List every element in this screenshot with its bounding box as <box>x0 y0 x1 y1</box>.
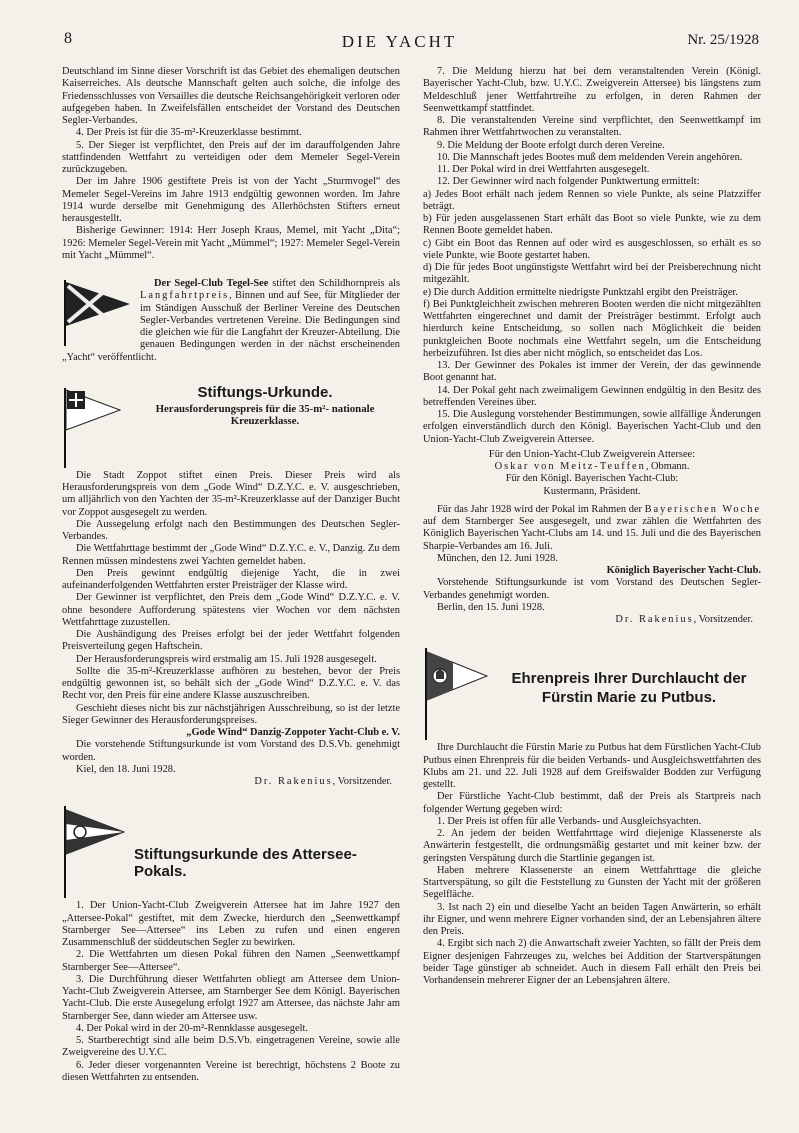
paragraph: 5. Startberechtigt sind alle beim D.S.Vb. eingetragenen Vereine, sowie alle Zweigvereine des U.Y.C. <box>62 1035 400 1059</box>
paragraph: Der Fürstliche Yacht-Club bestimmt, daß der Preis als Startpreis nach folgender Wertung gegeben wird: <box>423 791 761 815</box>
paragraph: 15. Die Auslegung vorstehender Bestimmungen, sowie allfällige Änderungen erfolgen einverständlich durch den Königl. Bayerischen Yacht-Club und den Union-Yacht-Club Zweigverein Attersee. <box>423 409 761 445</box>
section-title-line: Fürstin Marie zu Putbus. <box>541 689 717 707</box>
text: stiftet den Schildhornpreis als <box>268 278 400 289</box>
paragraph: Die Stadt Zoppot stiftet einen Preis. Dieser Preis wird als Herausforderungspreis von dem „Gode Wind“ D.Z.Y.C. e. V. ausgeschrieben, um alljährlich von den Yachten der 35-m²-Kreuzerklasse auf der Danziger Bucht vor Zoppot ausgesegelt zu werden. <box>62 469 400 518</box>
paragraph: Sollte die 35-m²-Kreuzerklasse aufhören zu bestehen, bevor der Preis endgültig gewonnen ist, so behält sich der „Gode Wind“ D.Z.Y.C. e. V. das Recht vor, den Preis für eine andere Klasse auszuschreiben. <box>62 665 400 702</box>
paragraph: Haben mehrere Klassenerste an einem Wettfahrttage die gleiche Startverspätung, so gilt die Feststellung zu Gunsten der Yacht mit der größeren Segelfläche. <box>423 864 761 901</box>
paragraph: 9. Die Meldung der Boote erfolgt durch deren Vereine. <box>437 139 665 151</box>
place-date: München, den 12. Juni 1928. <box>437 552 558 564</box>
list-item: f) Bei Punktgleichheit zwischen mehreren Booten werden die nicht mitgezählten Wettfahrten eingerechnet und damit der Preisträger bestimmt. Erfolgt auch hierdurch keine Entscheidung, so sollen nach Möglichkeit die beiden punktgleichen Boote nochmals eine Wettfahrt segeln, um die Entscheidung herbeizuführen. Ist dies aber nicht möglich, so entscheidet das Los. <box>423 298 761 359</box>
section-title: Stiftungsurkunde des Attersee-Pokals. <box>134 846 357 881</box>
paragraph: 1. Der Union-Yacht-Club Zweigverein Attersee hat im Jahre 1927 den „Attersee-Pokal“ gestiftet, mit dem Zwecke, hierdurch den „Seenwettkampf Starnberger See—Attersee“ ins Leben zu rufen und einen engeren Zusammenschluß der süddeutschen Segler zu bewirken. <box>62 900 400 948</box>
paragraph: Vorstehende Stiftungsurkunde ist vom Vorstand des Deutschen Segler-Verbandes genehmigt worden. <box>423 577 761 601</box>
club-signature: „Gode Wind“ Danzig-Zoppoter Yacht-Club e. V. <box>186 727 400 738</box>
putbus-section <box>423 646 761 987</box>
section-subtitle: Herausforderungspreis für die 35-m²- nationale Kreuzerklasse. <box>155 402 375 427</box>
section-title-line: Ehrenpreis Ihrer Durchlaucht der <box>511 670 747 688</box>
paragraph: Die Wettfahrttage bestimmt der „Gode Wind“ D.Z.Y.C. e. V., Danzig. Zu dem Rennen müssen mindestens zwei Yachten gemeldet haben. <box>62 543 400 567</box>
issue-number: Nr. 25/1928 <box>687 32 759 48</box>
paragraph: Die Aussegelung erfolgt nach den Bestimmungen des Deutschen Segler-Verbandes. <box>62 518 400 542</box>
prize-name: Langfahrtpreis <box>140 290 230 302</box>
right-column <box>423 66 761 987</box>
list-item: b) Für jeden ausgelassenen Start erhält das Boot so viele Punkte, wie zu dem Rennen Boote gemeldet haben. <box>423 213 761 237</box>
zoppot-section <box>62 384 400 789</box>
paragraph: Bisherige Gewinner: 1914: Herr Joseph Kraus, Memel, mit Yacht „Dita“; 1926: Memeler Segel-Verein mit Yacht „Mümmel“; 1927: Memeler Segel-Verein mit Yacht „Mümmel“. <box>62 225 400 261</box>
signature <box>423 461 761 473</box>
signature <box>423 614 761 626</box>
paragraph: Der Herausforderungspreis wird erstmalig am 15. Juli 1928 ausgesegelt. <box>76 653 377 665</box>
paragraph: Den Preis gewinnt endgültig diejenige Yacht, die in zwei aufeinanderfolgenden Wettfahrten erster Preisträger der Klasse wird. <box>62 567 400 591</box>
text: Für das Jahr 1928 wird der Pokal im Rahmen der <box>437 503 645 515</box>
gode-wind-burgee-icon <box>62 388 122 468</box>
list-item: a) Jedes Boot erhält nach jedem Rennen so viele Punkte, als seine Platzziffer beträgt. <box>423 188 761 212</box>
paragraph: 4. Der Pokal wird in der 20-m²-Rennklasse ausgesegelt. <box>76 1022 308 1034</box>
list-item: c) Gibt ein Boot das Rennen auf oder wird es ausgeschlossen, so erhält es so viele Punkte, wie Boote gestartet haben. <box>423 237 761 261</box>
signature-line: Für den Königl. Bayerischen Yacht-Club: <box>505 473 679 485</box>
list-item: d) Die für jedes Boot ungünstigste Wettfahrt wird bei der Preisberechnung nicht mitgezählt. <box>423 262 761 286</box>
event-name: Bayerischen Woche <box>644 503 762 515</box>
paragraph: Deutschland im Sinne dieser Vorschrift ist das Gebiet des ehemaligen deutschen Kaiserreiches. Als deutsche Mannschaft gelten auch solche, die infolge des Friedensschlusses von Versailles die deutsche Reichsangehörigkeit verloren oder aufgegeben haben. In Zweifelsfällen entscheidet der Vorstand des Deutschen Segler-Verbandes. <box>62 66 400 126</box>
club-name: Der Segel-Club Tegel-See <box>154 278 269 289</box>
page-header <box>0 0 799 56</box>
signature-role: , Vorsitzender. <box>693 614 753 625</box>
paragraph: 3. Ist nach 2) ein und dieselbe Yacht an beiden Tagen Anwärterin, so erhält ihr Eigner, und wenn mehrere Eigner vorhanden sind, der an Lebensjahren ältere den Preis. <box>423 901 761 937</box>
paragraph: 14. Der Pokal geht nach zweimaligem Gewinnen endgültig in den Besitz des betreffenden Vereines über. <box>423 384 761 408</box>
paragraph: Der im Jahre 1906 gestiftete Preis ist von der Yacht „Sturmvogel“ des Memeler Segel-Vereins im Jahre 1913 endgültig gewonnen worden. Im Jahre 1914 wurde derselbe mit Genehmigung des Allerhöchsten Stifters erneut herausgestellt. <box>62 176 400 224</box>
signature <box>62 776 400 788</box>
paragraph: 1. Der Preis ist offen für alle Verbands- und Ausgleichsyachten. <box>437 815 702 827</box>
page-number: 8 <box>64 30 72 47</box>
paragraph: 2. An jedem der beiden Wettfahrttage wird diejenige Klassenerste als Anwärterin festgestellt, die ordnungsmäßig gestartet und mit keiner bzw. der geringsten Verspätung durch die Startlinie gegangen ist. <box>423 828 761 864</box>
paragraph: 3. Die Durchführung dieser Wettfahrten obliegt am Attersee dem Union-Yacht-Club Zweigverein Attersee, am Starnberger See dem Königl. Bayerischen Yacht-Club. Die erste Ausegelung erfolgt 1927 am Attersee, das nächste Jahr am Starnberger See, dann wieder am Attersee usw. <box>62 973 400 1022</box>
place-date: Berlin, den 15. Juni 1928. <box>437 601 545 613</box>
signature-line: Kustermann, Präsident. <box>543 485 641 497</box>
paragraph: Ihre Durchlaucht die Fürstin Marie zu Putbus hat dem Fürstlichen Yacht-Club Putbus einen Ehrenpreis für die beiden Verbands- und Ausgleichswettfahrten des Klubs am 21. und 22. Juli 1928 auf dem Greifswalder Bodden zur Verfügung gestellt. <box>423 742 761 790</box>
left-column <box>62 66 400 1084</box>
list-item: e) Die durch Addition ermittelte niedrigste Punktzahl ergibt den Preisträger. <box>423 286 738 298</box>
text: auf dem Starnberger See ausgesegelt, und zwar zählen die Wettfahrten des Königlich Bayerischen Yacht-Clubs am 14. und 15. Juli und die des Bayerischen Sharpie-Verbandes am 16. Juli. <box>423 516 761 552</box>
paragraph: 12. Der Gewinner wird nach folgender Punktwertung ermittelt: <box>437 176 700 188</box>
putbus-club-burgee-icon <box>423 648 489 740</box>
paragraph: 6. Jeder dieser vorgenannten Vereine ist berechtigt, höchstens 2 Boote zu diesen Wettfahrten zu entsenden. <box>62 1059 400 1083</box>
signature-name: Oskar von Meitz-Teuffen <box>494 461 646 472</box>
paragraph: Die Aushändigung des Preises erfolgt bei der jeder Wettfahrt folgenden Preisverteilung gegen Haftschein. <box>62 629 400 653</box>
text: , Binnen und auf See, für Mitglieder der im Ständigen Ausschuß der Berliner Vereine des Deutschen Segler-Verbandes vertretenen Vereine. Die Bedingungen sind die gleichen wie für die Langfahrt der Kreuzer-Abteilung. Die genauen Bedingungen werden in der nächst erscheinenden „Yacht“ veröffentlicht. <box>62 290 400 363</box>
paragraph: 2. Die Wettfahrten um diesen Pokal führen den Namen „Seenwettkampf Starnberger See—Attersee“. <box>62 949 400 973</box>
paragraph: 7. Die Meldung hierzu hat bei dem veranstaltenden Verein (Königl. Bayerischer Yacht-Club, bzw. U.Y.C. Zweigverein Attersee) bis längstens zum Meldeschluß jener Wettfahrtreihe zu erfolgen, in deren Rahmen der Seenwettkampf stattfindet. <box>423 66 761 114</box>
paragraph: Geschieht dieses nicht bis zur nächstjährigen Ausschreibung, so ist der letzte Sieger Gewinner des Herausforderungspreises. <box>62 702 400 726</box>
union-yacht-club-burgee-icon <box>62 806 126 898</box>
attersee-section <box>62 804 400 1084</box>
section-title: Stiftungs-Urkunde. <box>197 383 333 401</box>
paragraph: Der Gewinner ist verpflichtet, den Preis dem „Gode Wind“ D.Z.Y.C. e. V. ohne besondere Aufforderung spätestens vier Wochen vor dem nächsten Wettfahrttage zuzustellen. <box>62 592 400 628</box>
paragraph: 4. Der Preis ist für die 35-m²-Kreuzerklasse bestimmt. <box>76 127 302 139</box>
journal-title: DIE YACHT <box>341 32 458 51</box>
paragraph: Die vorstehende Stiftungsurkunde ist vom Vorstand des D.S.Vb. genehmigt worden. <box>62 739 400 763</box>
paragraph: 8. Die veranstaltenden Vereine sind verpflichtet, den Seenwettkampf im Rahmen ihrer Wettfahrtwochen zu veranstalten. <box>423 115 761 139</box>
tegel-club-burgee-icon <box>62 280 132 346</box>
paragraph: 13. Der Gewinner des Pokales ist immer der Verein, der das gewinnende Boot genannt hat. <box>423 360 761 384</box>
paragraph: 10. Die Mannschaft jedes Bootes muß dem meldenden Verein angehören. <box>437 151 743 163</box>
signature-name: Dr. Rakenius <box>615 614 694 625</box>
club-signature: Königlich Bayerischer Yacht-Club. <box>606 565 761 576</box>
signature-role: , Vorsitzender. <box>332 776 392 787</box>
paragraph: 11. Der Pokal wird in drei Wettfahrten ausgesegelt. <box>437 164 650 175</box>
paragraph: 4. Ergibt sich nach 2) die Anwartschaft zweier Yachten, so fällt der Preis dem Eigner desjenigen Fahrzeuges zu, welches bei Addition der Startverspätungen beider Tage günstiger ab schneidet. Auch in diesem Fall erhält den Preis bei Vorhandensein mehrerer Eigner der an Lebensjahren ältere. <box>423 938 761 986</box>
signature-role: , Obmann. <box>645 461 690 472</box>
place-date: Kiel, den 18. Juni 1928. <box>76 763 176 775</box>
tegel-see-notice <box>62 278 400 364</box>
signature-line: Für den Union-Yacht-Club Zweigverein Attersee: <box>488 448 696 460</box>
paragraph: 5. Der Sieger ist verpflichtet, den Preis auf der im darauffolgenden Jahre stattfindenden Wettfahrt zu verteidigen oder dem Memeler Segel-Verein zurückzugeben. <box>62 139 400 175</box>
signature-name: Dr. Rakenius <box>254 776 333 787</box>
